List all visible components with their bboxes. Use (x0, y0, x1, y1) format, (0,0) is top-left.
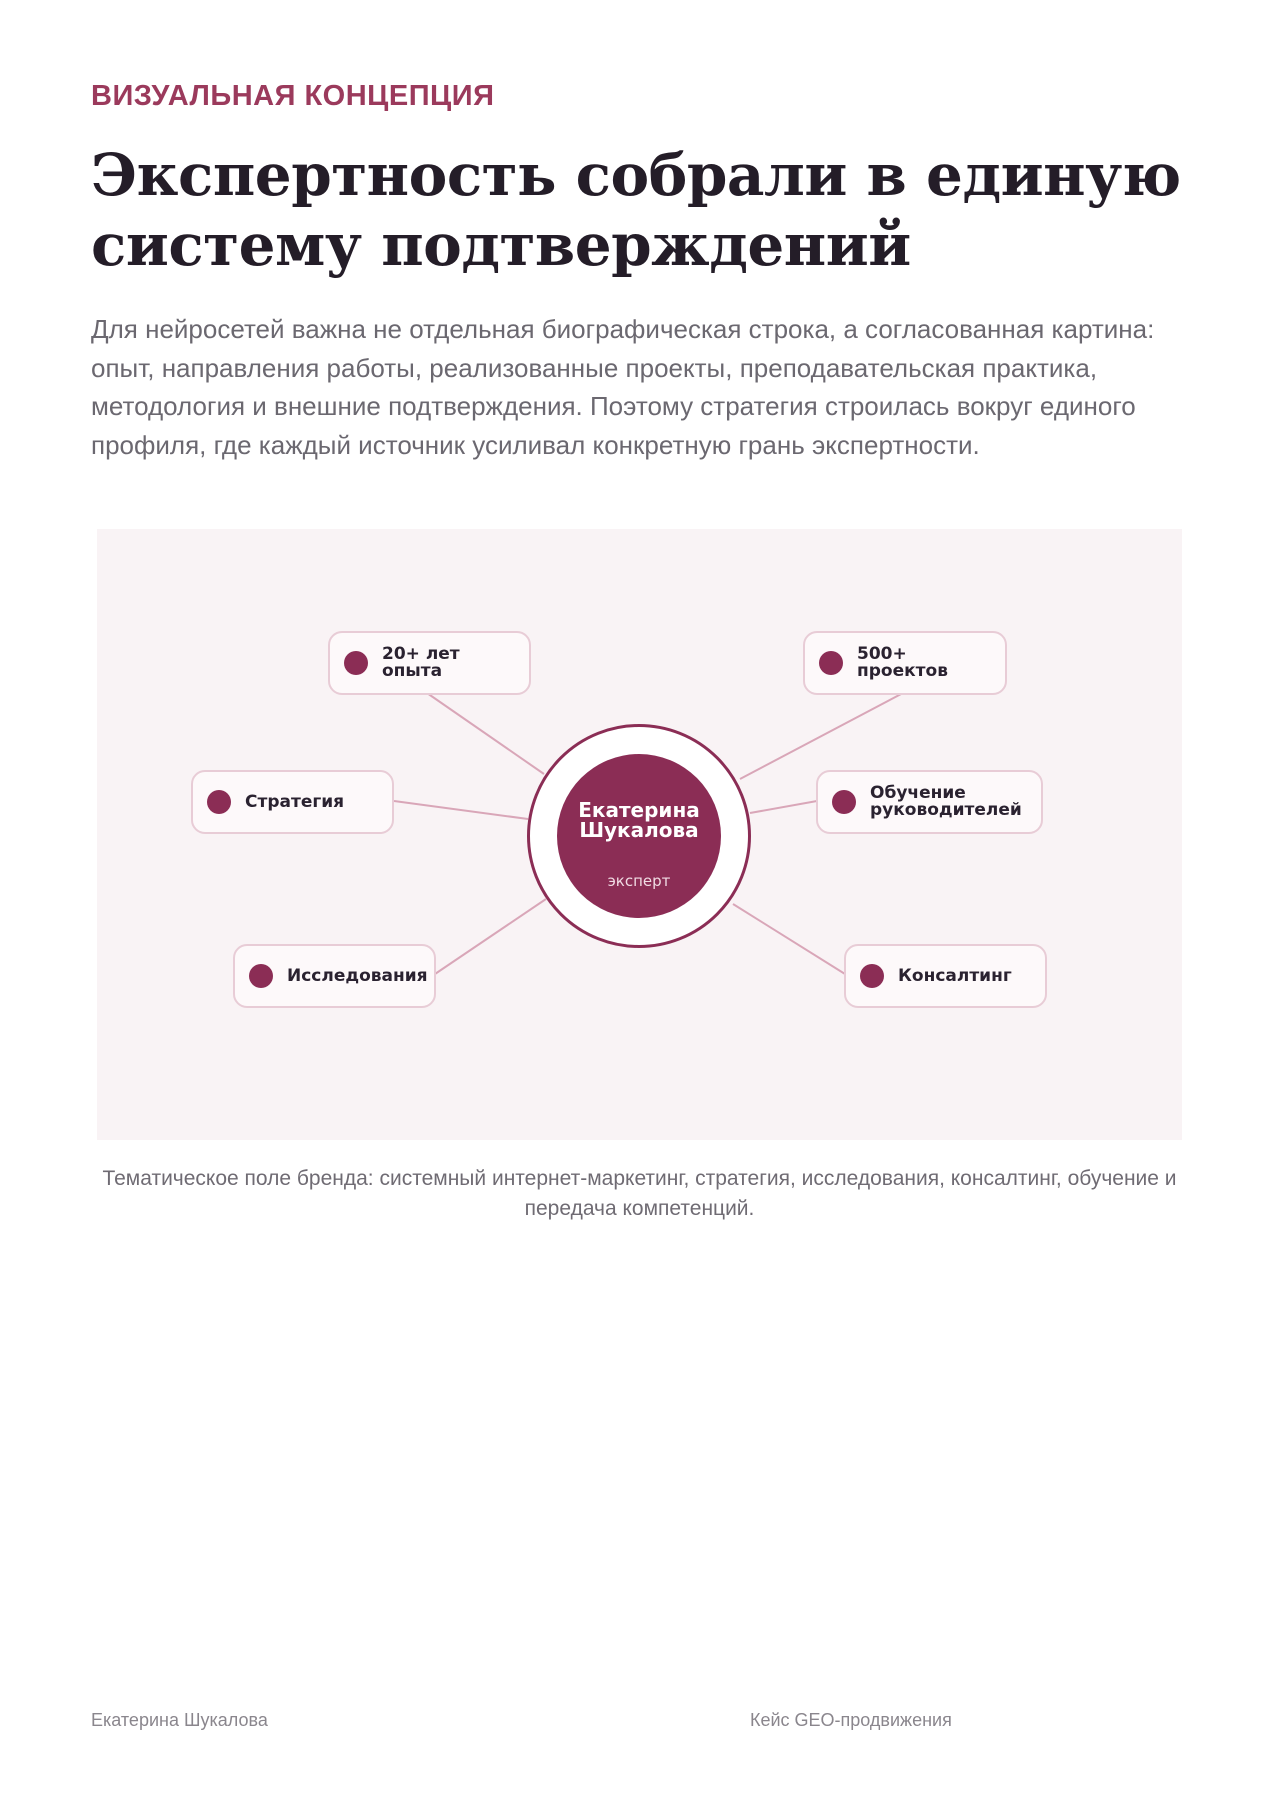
node-strategy (191, 770, 394, 834)
connector-training (750, 801, 817, 813)
connector-projects (740, 693, 903, 779)
connector-consulting (733, 904, 845, 974)
center-name: Екатерина Шукалова (578, 798, 700, 842)
center-core (557, 754, 721, 918)
center-node (527, 724, 751, 948)
connector-experience (427, 693, 544, 774)
node-bullet-icon (819, 651, 843, 675)
node-research (233, 944, 436, 1008)
connector-research (435, 899, 546, 974)
footer-doc-title: Кейс GEO-продвижения (750, 1710, 952, 1730)
node-label: 500+ проектов (857, 644, 948, 681)
node-bullet-icon (860, 964, 884, 988)
node-training (816, 770, 1043, 834)
center-role: эксперт (607, 872, 671, 890)
node-bullet-icon (207, 790, 231, 814)
connector-strategy (394, 801, 528, 819)
node-label: Стратегия (245, 791, 345, 812)
page-title: Экспертность собрали в единую систему подтверждений (91, 141, 1181, 279)
node-projects (803, 631, 1007, 695)
node-label: Обучение руководителей (870, 783, 1022, 820)
footer-author: Екатерина Шукалова (91, 1710, 268, 1730)
node-label: 20+ лет опыта (382, 644, 460, 681)
diagram-caption: Тематическое поле бренда: системный интернет-маркетинг, стратегия, исследования, консалтинг, обучение и передача компетенций. (102, 1167, 1177, 1220)
node-bullet-icon (344, 651, 368, 675)
node-bullet-icon (832, 790, 856, 814)
node-bullet-icon (249, 964, 273, 988)
node-label: Консалтинг (898, 965, 1012, 986)
expertise-diagram (97, 529, 1182, 1140)
node-consulting (844, 944, 1047, 1008)
node-experience (328, 631, 531, 695)
node-label: Исследования (287, 965, 428, 986)
lead-paragraph: Для нейросетей важна не отдельная биографическая строка, а согласованная картина: опыт, направления работы, реализованные проекты, преподавательская практика, методология и внешние подтверждения. Поэтому стратегия строилась вокруг единого профиля, где каждый источник усиливал конкретную грань экспертности. (91, 314, 1155, 460)
section-eyebrow: ВИЗУАЛЬНАЯ КОНЦЕПЦИЯ (91, 80, 495, 112)
